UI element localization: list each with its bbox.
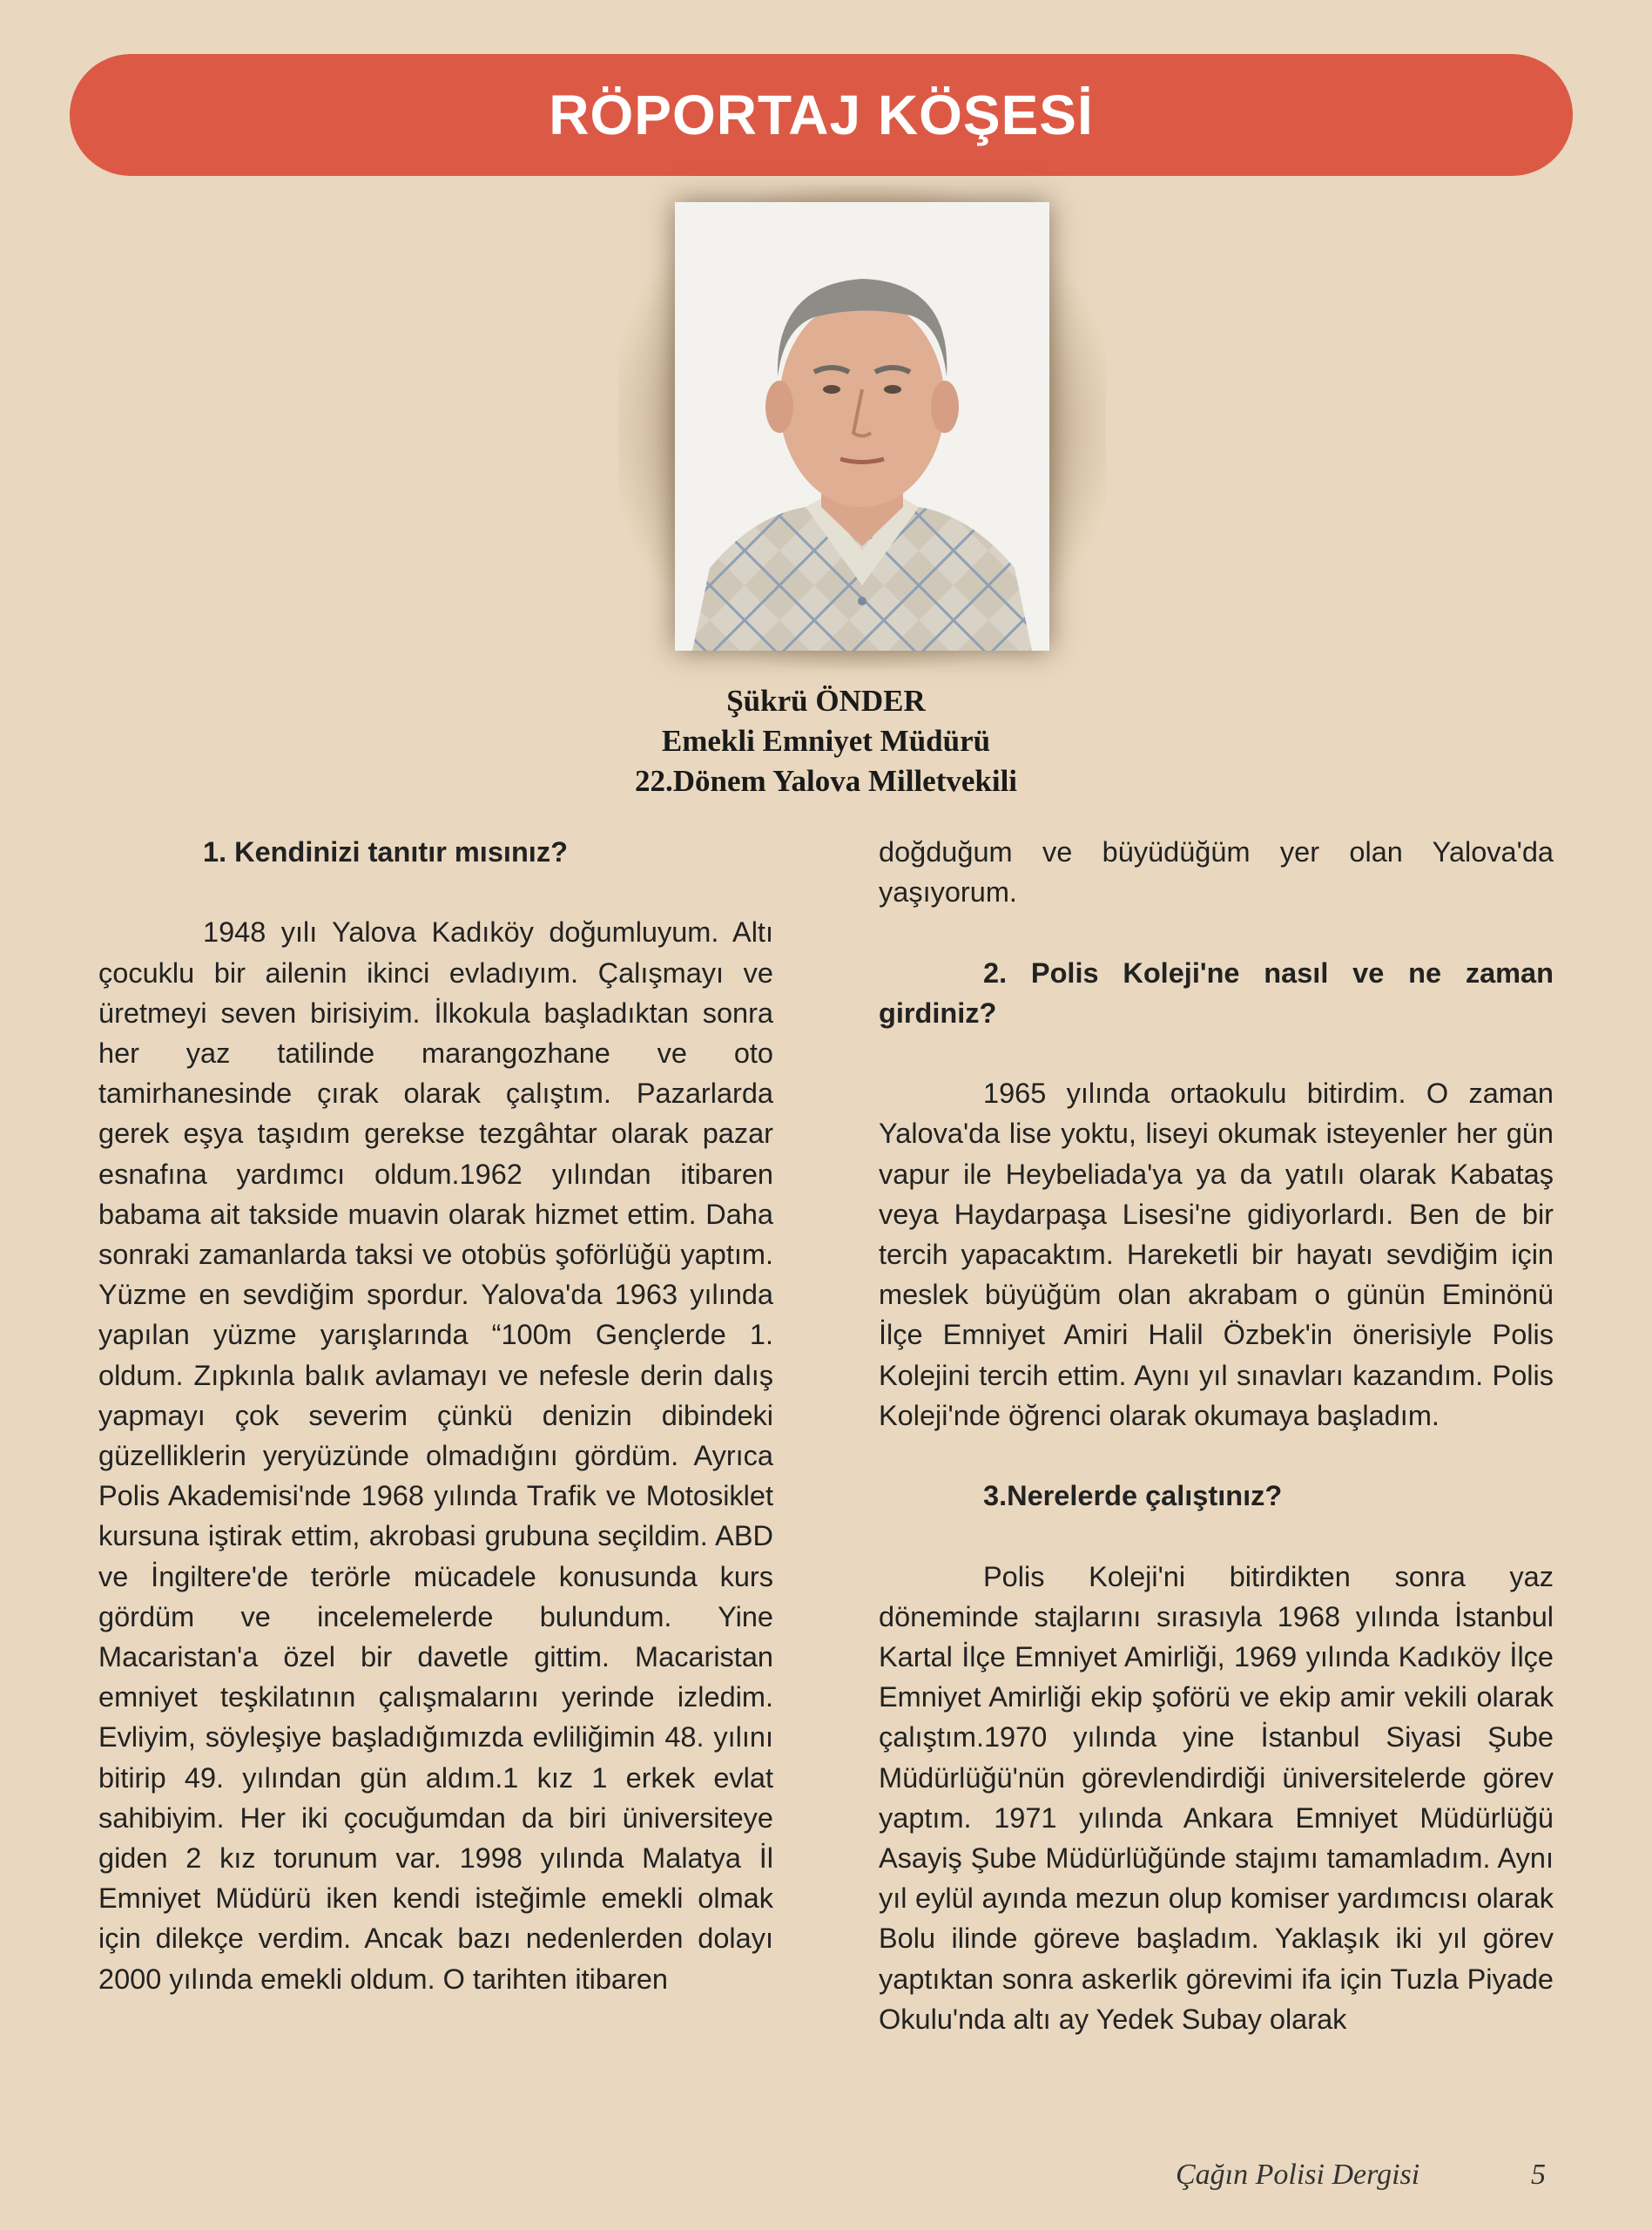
page-number: 5 <box>1531 2159 1546 2191</box>
section-title: RÖPORTAJ KÖŞESİ <box>549 84 1094 146</box>
answer-3: Polis Koleji'ni bitirdikten sonra yaz döneminde stajlarını sırasıyla 1968 yılında İstanbul Kartal İlçe Emniyet Amirliği, 1969 yılında Kadıköy İlçe Emniyet Amirliği ekip şoförü ve ekip amir vekili olarak çalıştım.1970 yılında yine İstanbul Siyasi Şube Müdürlüğü'nün görevlendirdiği üniversitelerde görev yaptım. 1971 yılında Ankara Emniyet Müdürlüğü Asayiş Şube Müdürlüğünde stajımı tamamladım. Aynı yıl eylül ayında mezun olup komiser yardımcısı olarak Bolu ilinde göreve başladım. Yaklaşık iki yıl görev yaptıktan sonra askerlik görevimi ifa için Tuzla Piyade Okulu'nda altı ay Yedek Subay olarak <box>879 1560 1554 2035</box>
right-column <box>879 832 1554 2039</box>
section-banner <box>70 54 1573 176</box>
magazine-name: Çağın Polisi Dergisi <box>1176 2159 1420 2191</box>
question-1: 1. Kendinizi tanıtır mısınız? <box>203 836 568 868</box>
question-2: 2. Polis Koleji'ne nasıl ve ne zaman girdiniz? <box>879 956 1554 1029</box>
person-position: 22.Dönem Yalova Milletvekili <box>634 764 1018 798</box>
question-3: 3.Nerelerde çalıştınız? <box>983 1480 1283 1512</box>
person-name: Şükrü ÖNDER <box>726 684 926 718</box>
portrait-frame <box>618 185 1106 668</box>
portrait-photo <box>675 202 1049 651</box>
person-role: Emekli Emniyet Müdürü <box>661 724 991 758</box>
answer-2: 1965 yılında ortaokulu bitirdim. O zaman Yalova'da lise yoktu, liseyi okumak isteyenler her gün vapur ile Heybeliada'ya ya da yatılı olarak Kabataş veya Haydarpaşa Lisesi'ne gidiyorlardı. Ben de bir tercih yapacaktım. Hareketli bir hayatı sevdiğim için meslek büyüğüm olan akrabam o günün Eminönü İlçe Emniyet Amiri Halil Özbek'in önerisiyle Polis Kolejini tercih ettim. Aynı yıl sınavları kazandım. Polis Koleji'nde öğrenci olarak okumaya başladım. <box>879 1078 1554 1431</box>
answer-1-continued: doğduğum ve büyüdüğüm yer olan Yalova'da yaşıyorum. <box>879 836 1554 909</box>
left-column <box>98 832 773 1999</box>
answer-1: 1948 yılı Yalova Kadıköy doğumluyum. Altı çocuklu bir ailenin ikinci evladıyım. Çalışmayı ve üretmeyi seven birisiyim. İlkokula başladıktan sonra her yaz tatilinde marangozhane ve oto tamirhanesinde çırak olarak çalıştım. Pazarlarda gerek eşya taşıdım gerekse tezgâhtar olarak pazar esnafına yardımcı oldum.1962 yılından itibaren babama ait takside muavin olarak hizmet ettim. Daha sonraki zamanlarda taksi ve otobüs şoförlüğü yaptım. Yüzme en sevdiğim spordur. Yalova'da 1963 yılında yapılan yüzme yarışlarında “100m Gençlerde 1. oldum. Zıpkınla balık avlamayı ve nefesle derin dalış yapmayı çok severim çünkü denizin dibindeki güzelliklerin yeryüzünde olmadığını gördüm. Ayrıca Polis Akademisi'nde 1968 yılında Trafik ve Motosiklet kursuna iştirak ettim, akrobasi grubuna seçildim. ABD ve İngiltere'de terörle mücadele konusunda kurs gördüm ve incelemelerde bulundum. Yine Macaristan'a özel bir davetle gittim. Macaristan emniyet teşkilatının çalışmalarını yerinde izledim. Evliyim, söyleşiye başladığımızda evliliğimin 48. yılını bitirip 49. yılından gün aldım.1 kız 1 erkek evlat sahibiyim. Her iki çocuğumdan da biri üniversiteye giden 2 kız torunum var. 1998 yılında Malatya İl Emniyet Müdürü iken kendi isteğimle emekli olmak için dilekçe verdim. Ancak bazı nedenlerden dolayı 2000 yılında emekli oldum. O tarihten itibaren <box>98 916 773 1995</box>
portrait-caption <box>0 681 1652 801</box>
portrait-illustration <box>675 202 1049 651</box>
